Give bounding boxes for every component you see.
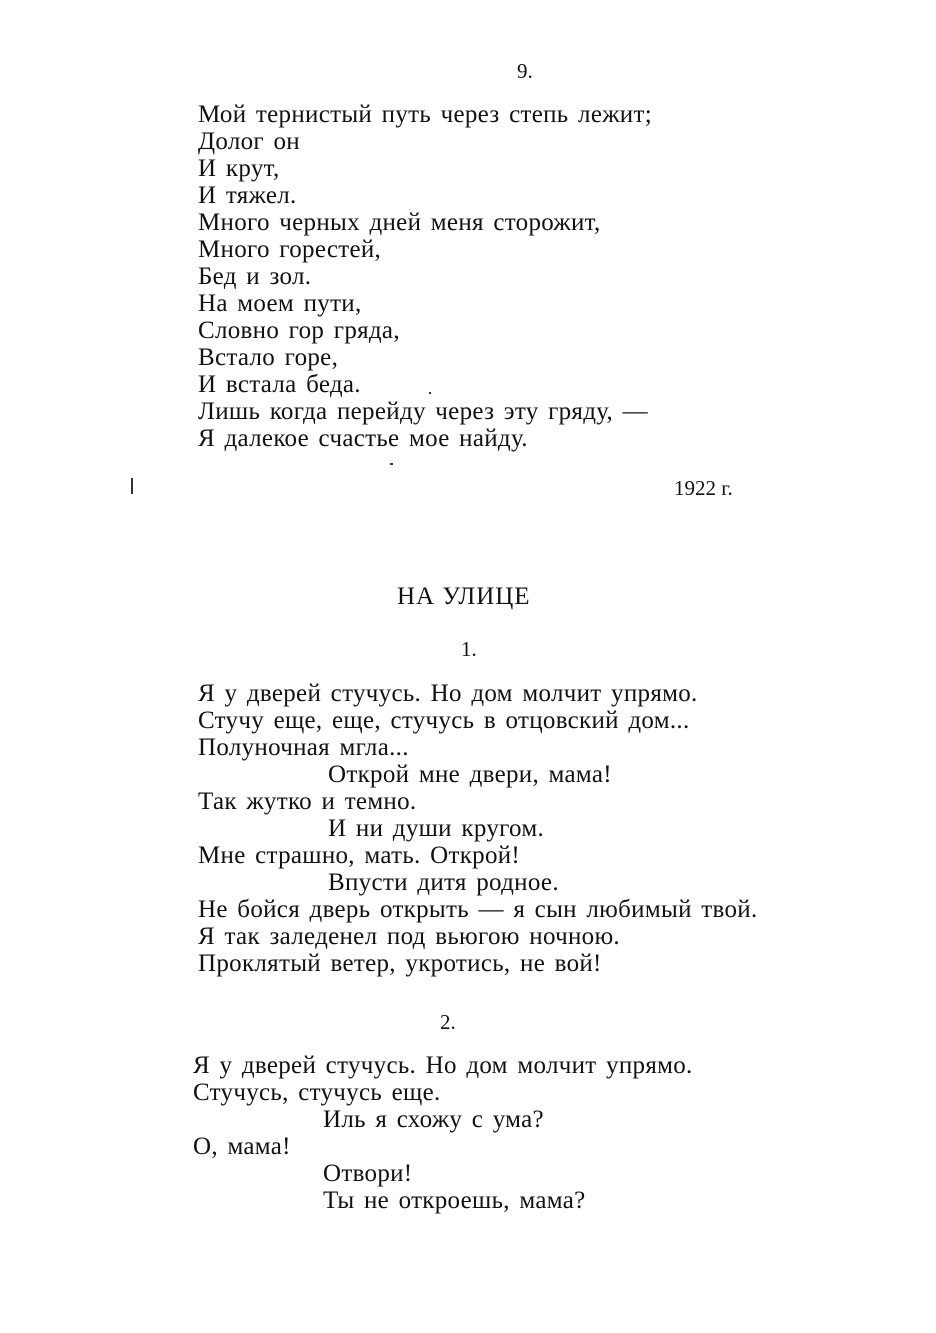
verse-line: Не бойся дверь открыть — я сын любимый твой. [198,896,758,923]
verse-line: На моем пути, [198,290,362,317]
verse-line: И ни души кругом. [328,815,545,842]
verse-line: Иль я схожу с ума? [323,1106,544,1133]
verse-line: Мне страшно, мать. Открой! [198,842,521,869]
verse-line: Ты не откроешь, мама? [323,1187,586,1214]
verse-line: И крут, [198,155,280,182]
verse-line: Много горестей, [198,236,382,263]
verse-line: Стучусь, стучусь еще. [193,1079,441,1106]
poem-number: 9. [517,59,533,83]
ink-speck [390,463,393,465]
verse-line: Лишь когда перейду через эту гряду, — [198,398,648,425]
verse-line: О, мама! [193,1133,291,1160]
verse-line: Я у дверей стучусь. Но дом молчит упрямо. [193,1052,693,1079]
poem-date: 1922 г. [674,476,733,500]
ink-speck [429,392,431,394]
verse-line: Встало горе, [198,344,339,371]
margin-mark [131,478,133,494]
verse-line: Долог он [198,128,300,155]
verse-line: Мой тернистый путь через степь лежит; [198,101,652,128]
verse-line: И тяжел. [198,182,297,209]
verse-line: Я у дверей стучусь. Но дом молчит упрямо. [198,680,698,707]
verse-line: Полуночная мгла... [198,734,409,761]
verse-line: Бед и зол. [198,263,312,290]
verse-line: Открой мне двери, мама! [328,761,612,788]
verse-line: Я так заледенел под вьюгою ночною. [198,923,620,950]
poem-stanza [193,1052,693,1214]
verse-line: Проклятый ветер, укротись, не вой! [198,950,602,977]
poem-stanza [198,101,652,452]
poem-title: НА УЛИЦЕ [397,583,531,610]
poem-stanza [198,680,758,977]
verse-line: Словно гор гряда, [198,317,400,344]
section-number: 2. [440,1010,456,1034]
verse-line: Впусти дитя родное. [328,869,559,896]
verse-line: Я далекое счастье мое найду. [198,425,528,452]
verse-line: Много черных дней меня сторожит, [198,209,601,236]
section-number: 1. [461,637,477,661]
verse-line: И встала беда. [198,371,361,398]
verse-line: Так жутко и темно. [198,788,417,815]
verse-line: Отвори! [323,1160,413,1187]
verse-line: Стучу еще, еще, стучусь в отцовский дом... [198,707,690,734]
